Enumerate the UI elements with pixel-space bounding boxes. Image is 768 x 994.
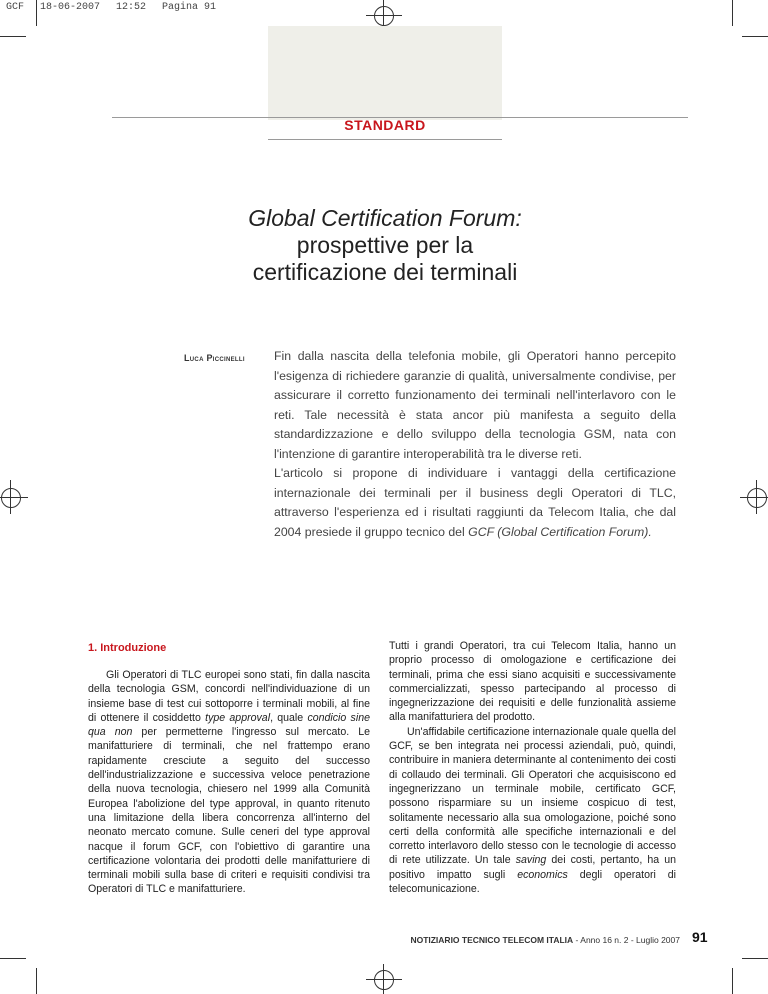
body-emphasis: economics [517,868,568,881]
section-rule [268,139,502,140]
body-text: Gli Operatori di TLC europei sono stati, fin dalla nascita della tecnologia GSM, concordi nell'individuazione di un insieme base di test cui sottoporre i terminali mobili, al fine di ottenere il cosiddetto [88,669,370,724]
crop-mark [742,36,768,37]
abstract-paragraph [274,464,676,542]
registration-mark [374,970,394,990]
slug-date: 18-06-2007 [40,2,101,13]
author-name: Luca Piccinelli [184,353,245,363]
body-text: degli operatori di telecomunicazione. [389,868,676,896]
title-line-3: certificazione dei terminali [252,259,518,285]
registration-mark-line [740,497,768,498]
slug-code: GCF [6,2,25,13]
issue-info: - Anno 16 n. 2 - Luglio 2007 [573,935,680,945]
page-footer [380,935,680,945]
crop-mark [732,968,733,994]
registration-mark [1,488,21,508]
journal-name: NOTIZIARIO TECNICO TELECOM ITALIA [410,935,574,945]
crop-mark [732,0,733,26]
body-emphasis: type approval [205,711,271,724]
body-text: Un'affidabile certificazione internazionale quale quella del GCF, se ben integrata nei processi aziendali, può, quindi, contribuire in maniera determinante al contenimento dei costi di collaudo dei terminali. Gli Operatori che acquisiscono ed ingegnerizzano un terminale mobile, certificato GCF, possono risparmiare su un insieme cospicuo di test, solitamente necessario alla sua omologazione, poiché sono certi della conformità alle specifiche internazionali e del corretto interlavoro dello stesso con le tecnologie di accesso di rete utilizzate. Un tale [389,725,676,867]
abstract-paragraph [274,347,676,464]
registration-mark-line [383,964,384,994]
registration-mark-line [10,480,11,514]
body-text: per permetterne l'ingresso sul mercato. Le manifatturiere di terminali, che nel frattempo erano rapidamente cresciute a seguito del successo dell'industrializzazione e successiva veloce penetrazione della nuova tecnologia, chiesero nel 1999 alla Comunità Europea l'abolizione del type approval, in quanto ritenuto una limitazione della libera concorrenza all'interno del neonato mercato comune. Sulle ceneri del type approval nacque il forum GCF, con l'obiettivo di garantire una certificazione volontaria dei prodotti delle manifatturiere di terminali mobili sulla base di criteri e requisiti condivisi tra Operatori di TLC e manifatturiere. [88,726,370,896]
registration-mark [374,6,394,26]
registration-mark-line [366,979,402,980]
crop-mark [742,958,768,959]
print-slug [6,2,232,13]
slug-page: Pagina 91 [162,2,217,13]
body-paragraph [88,668,370,897]
body-paragraph [389,725,676,897]
registration-mark-line [756,480,757,514]
body-column-left [88,668,370,897]
crop-mark [0,36,26,37]
body-emphasis: saving [515,854,547,867]
body-emphasis: condicio sine qua non [88,711,370,739]
abstract-text: Fin dalla nascita della telefonia mobile, gli Operatori hanno percepito l'esigenza di richiedere garanzie di qualità, universalmente condivise, per assicurare il corretto funzionamento dei terminali nell'interlavoro con le reti. Tale necessità è stata ancor più manifesta a seguito della standardizzazione e dello sviluppo della tecnologia GSM, nata con l'intenzione di garantire interoperabilità tra le diverse reti. [274,349,676,461]
body-text: dei costi, pertanto, ha un positivo impatto sugli [389,854,676,881]
body-text: , quale [270,711,308,724]
title-line-1: Global Certification Forum: [248,205,522,231]
title-line-2: prospettive per la [296,232,474,258]
crop-mark [36,968,37,994]
section-label: STANDARD [344,117,426,133]
abstract [274,347,676,542]
abstract-text: L'articolo si propone di individuare i vantaggi della certificazione internazionale dei terminali per il business degli Operatori di TLC, attraverso l'esperienza ed i risultati raggiunti da Telecom Italia, che dal 2004 presiede il gruppo tecnico del [274,466,676,539]
slug-time: 12:52 [116,2,147,13]
body-column-right [389,639,676,896]
header-panel [268,26,502,120]
article-title [150,205,620,286]
page-number: 91 [692,929,708,945]
body-paragraph: Tutti i grandi Operatori, tra cui Telecom Italia, hanno un proprio processo di omologazione e certificazione dei terminali, prima che essi siano acquisiti e successivamente commercializzati, spesso partecipando al processo di ingegnerizzazione dei requisiti e delle funzionalità assieme alla manifatturiera del prodotto. [389,640,676,724]
crop-mark [0,958,26,959]
crop-mark [36,0,37,26]
section-heading: 1. Introduzione [88,642,167,654]
registration-mark [747,488,767,508]
registration-mark-line [366,15,402,16]
abstract-emphasis: GCF (Global Certification Forum). [468,524,652,539]
registration-mark-line [0,497,28,498]
